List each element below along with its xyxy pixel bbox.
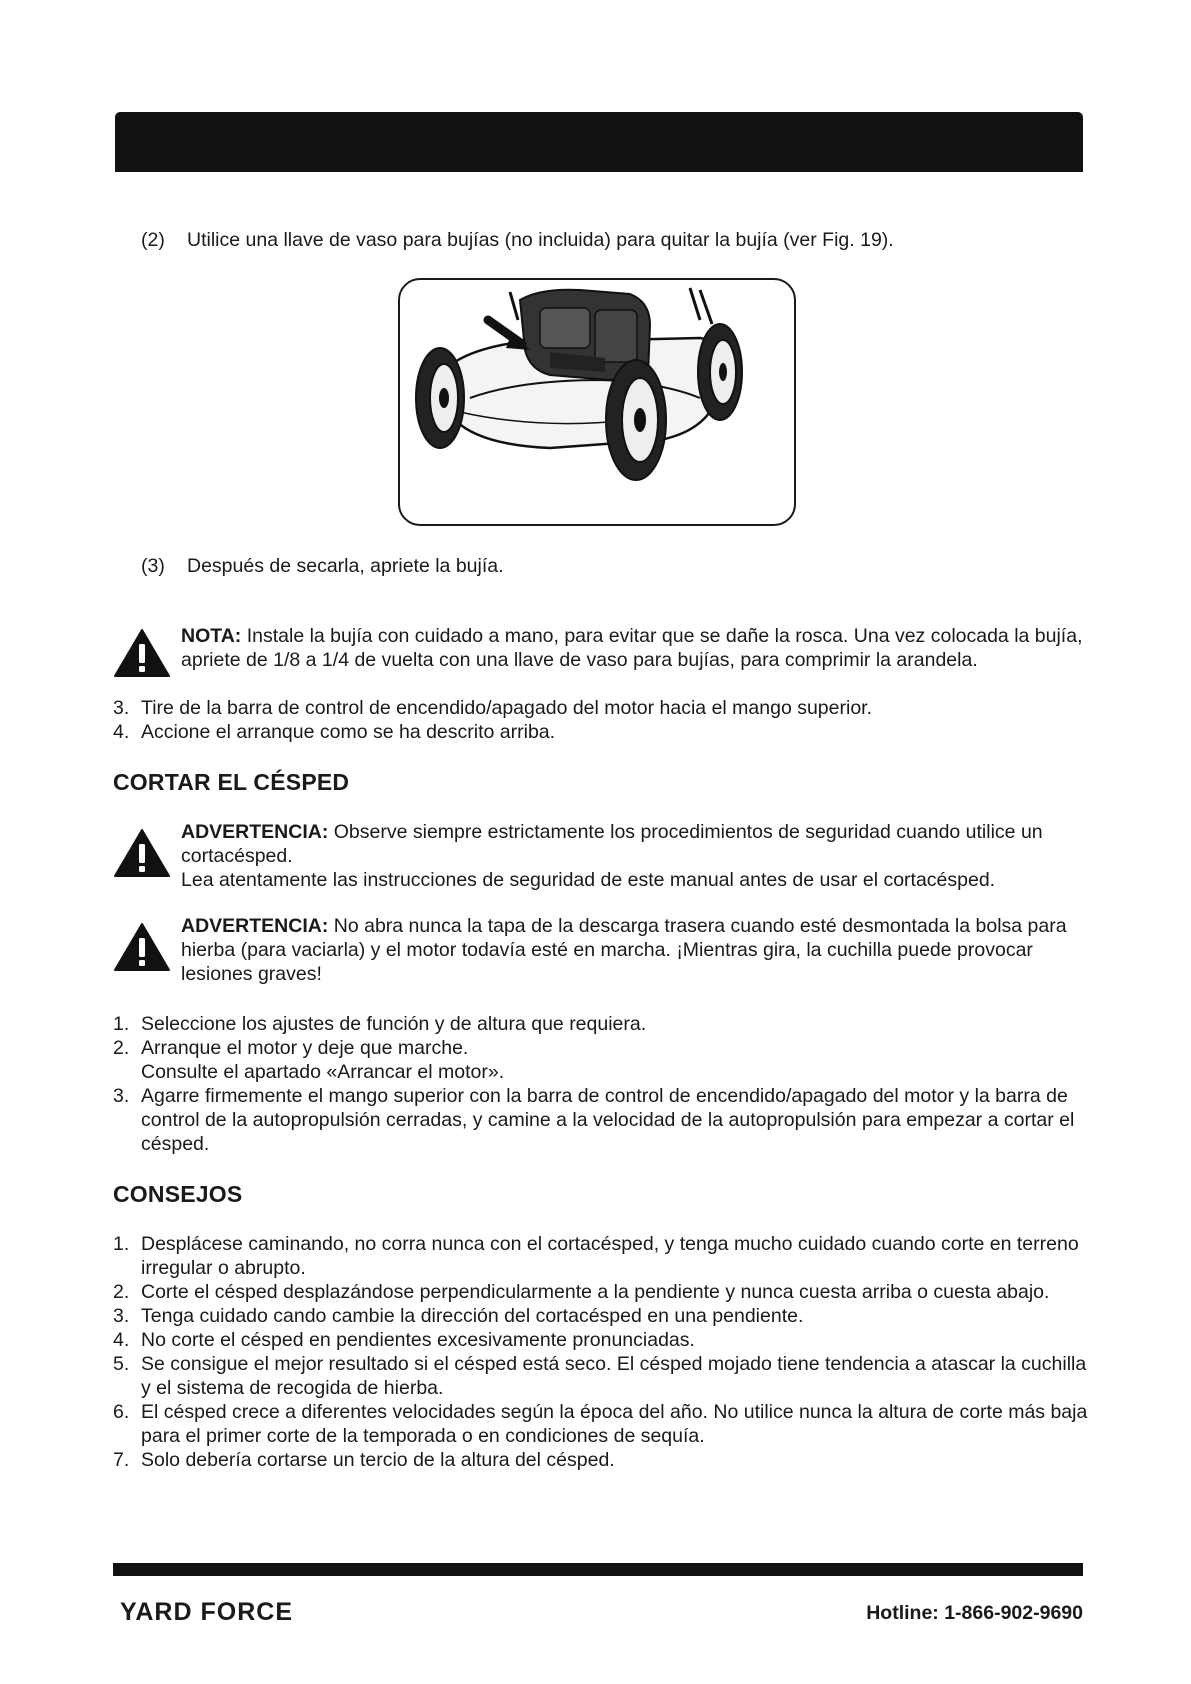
warning-body: Observe siempre estrictamente los procedimientos de seguridad cuando utilice un cortacésped. [181,821,1043,867]
step-2 [141,228,894,252]
item-text: Seleccione los ajustes de función y de altura que requiera. [141,1013,647,1035]
warning-label: ADVERTENCIA: [181,915,329,937]
consejos-list [113,1232,1088,1472]
item-text: Accione el arranque como se ha descrito arriba. [141,721,556,743]
step-number: (2) [141,229,165,251]
item-number: 2. [113,1281,130,1303]
step-text: Después de secarla, apriete la bujía. [187,555,504,577]
warning-body-2: Lea atentamente las instrucciones de seguridad de este manual antes de usar el cortacésped. [181,869,996,891]
item-text: Arranque el motor y deje que marche. [141,1037,469,1059]
note-label: NOTA: [181,625,242,647]
list-item [113,696,1088,720]
step-3 [141,554,504,578]
list-item [113,1328,1088,1352]
item-number: 4. [113,721,130,743]
step-text: Utilice una llave de vaso para bujías (no incluida) para quitar la bujía (ver Fig. 19). [187,229,894,251]
section-title-cortar: CORTAR EL CÉSPED [113,769,350,795]
list-item [113,1084,1088,1156]
header-bar [115,112,1083,172]
item-number: 1. [113,1233,130,1255]
list-item [113,1304,1088,1328]
item-text: Desplácese caminando, no corra nunca con el cortacésped, y tenga mucho cuidado cuando corte en terreno irregular o abrupto. [141,1233,1079,1279]
item-text: Se consigue el mejor resultado si el césped está seco. El césped mojado tiene tendencia a atascar la cuchilla y el sistema de recogida de hierba. [141,1353,1087,1399]
item-text: No corte el césped en pendientes excesivamente pronunciadas. [141,1329,695,1351]
note-block [113,624,1088,672]
warning-block-2 [113,914,1088,986]
brand-logo: YARD FORCE [120,1598,293,1626]
section-title-consejos: CONSEJOS [113,1181,243,1207]
warning-block-1 [113,820,1088,892]
footer-rule [113,1563,1083,1576]
list-item [113,1036,1088,1084]
item-number: 7. [113,1449,130,1471]
warning-label: ADVERTENCIA: [181,821,329,843]
item-text: Tenga cuidado cando cambie la dirección del cortacésped en una pendiente. [141,1305,804,1327]
list-item [113,1012,1088,1036]
item-text: Corte el césped desplazándose perpendicularmente a la pendiente y nunca cuesta arriba o cuesta abajo. [141,1281,1050,1303]
note-body: Instale la bujía con cuidado a mano, para evitar que se dañe la rosca. Una vez colocada la bujía, apriete de 1/8 a 1/4 de vuelta con una llave de vaso para bujías, para comprimir la arandela. [181,625,1083,671]
item-text: El césped crece a diferentes velocidades según la época del año. No utilice nunca la altura de corte más baja para el primer corte de la temporada o en condiciones de sequía. [141,1401,1088,1447]
warning-icon [113,628,171,678]
item-text: Tire de la barra de control de encendido/apagado del motor hacia el mango superior. [141,697,872,719]
item-number: 1. [113,1013,130,1035]
lawnmower-illustration [400,280,798,528]
warning-icon [113,828,171,878]
item-text-2: Consulte el apartado «Arrancar el motor». [141,1061,505,1083]
list-item [113,1232,1088,1280]
list-item [113,1448,1088,1472]
list-item [113,1352,1088,1400]
list-item [113,1280,1088,1304]
item-number: 4. [113,1329,130,1351]
item-number: 3. [113,1085,130,1107]
note-text [181,624,1088,672]
figure-19 [398,278,796,526]
item-number: 2. [113,1037,130,1059]
hotline: Hotline: 1-866-902-9690 [866,1602,1083,1624]
warning-icon [113,922,171,972]
list-item [113,720,1088,744]
item-number: 3. [113,697,130,719]
item-number: 3. [113,1305,130,1327]
step-number: (3) [141,555,165,577]
item-text: Solo debería cortarse un tercio de la altura del césped. [141,1449,615,1471]
warning-text [181,820,1088,892]
item-text: Agarre firmemente el mango superior con la barra de control de encendido/apagado del motor y la barra de control de la autopropulsión cerradas, y camine a la velocidad de la autopropulsión para empezar a cortar el césped. [141,1085,1075,1155]
item-number: 6. [113,1401,130,1423]
warning-body: No abra nunca la tapa de la descarga trasera cuando esté desmontada la bolsa para hierba (para vaciarla) y el motor todavía esté en marcha. ¡Mientras gira, la cuchilla puede provocar lesiones graves! [181,915,1067,985]
item-number: 5. [113,1353,130,1375]
cortar-list [113,1012,1088,1156]
warning-text [181,914,1088,986]
steps-mid-list [113,696,1088,744]
list-item [113,1400,1088,1448]
